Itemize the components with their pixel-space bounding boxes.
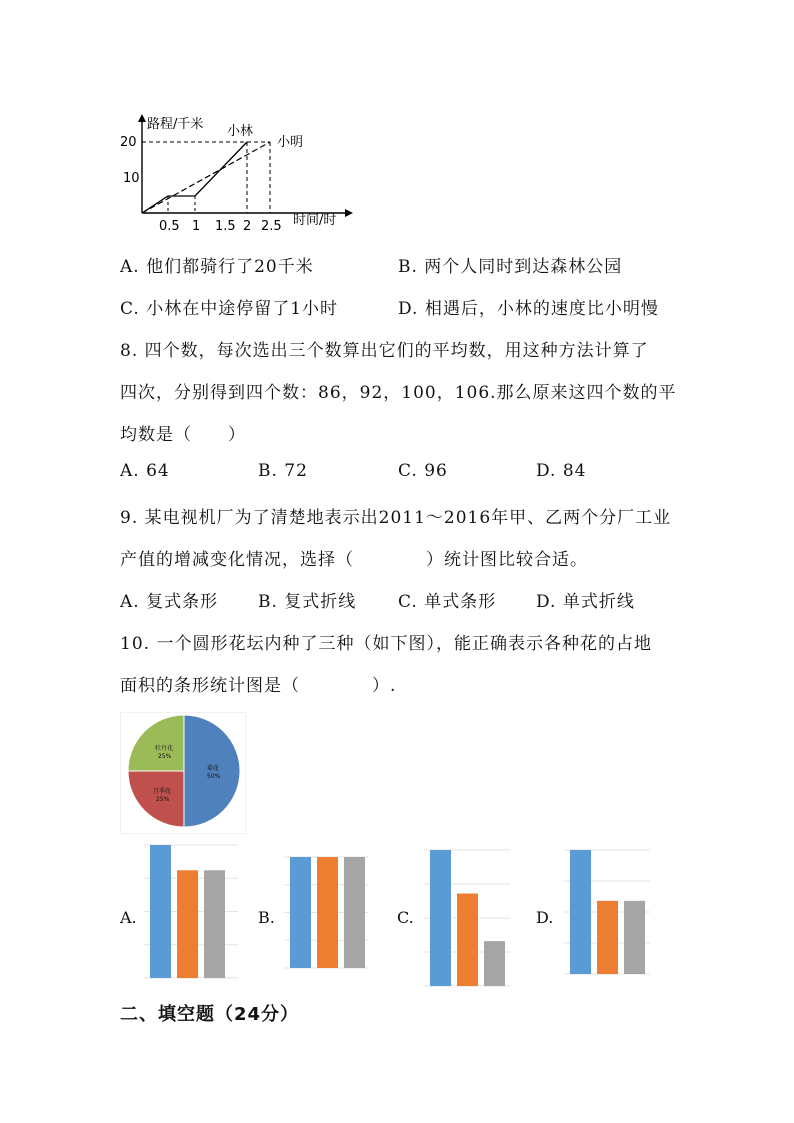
bar-option-b-bar-1 bbox=[290, 857, 311, 968]
q7-option-d: D. 相遇后，小林的速度比小明慢 bbox=[398, 299, 659, 319]
series-label-xiaolin: 小林 bbox=[227, 124, 254, 139]
flower-pie-chart bbox=[120, 712, 246, 834]
bar-option-a-bar-3 bbox=[204, 870, 225, 978]
bar-option-c-label: C. bbox=[397, 908, 414, 927]
bar-option-a-bar-1 bbox=[150, 845, 171, 978]
q7-option-a: A. 他们都骑行了20千米 bbox=[120, 257, 314, 277]
q8-text-line1: 8. 四个数，每次选出三个数算出它们的平均数，用这种方法计算了 bbox=[120, 341, 649, 361]
q10-text-line2: 面积的条形统计图是（ ）. bbox=[120, 676, 397, 696]
q9-option-c: C. 单式条形 bbox=[398, 592, 497, 612]
xtick-2: 2 bbox=[243, 219, 252, 233]
q9-option-b: B. 复式折线 bbox=[258, 592, 357, 612]
q9-text-line2: 产值的增减变化情况，选择（ ）统计图比较合适。 bbox=[120, 550, 588, 570]
bar-chart-option-b bbox=[280, 855, 370, 970]
graph-xlabel: 时间/时 bbox=[293, 213, 337, 228]
bar-chart-option-d bbox=[560, 848, 652, 976]
bar-option-b-label: B. bbox=[258, 908, 275, 927]
bar-option-d-bar-3 bbox=[624, 901, 645, 974]
q9-text-line1: 9. 某电视机厂为了清楚地表示出2011～2016年甲、乙两个分厂工业 bbox=[120, 508, 672, 528]
xtick-1: 1 bbox=[192, 219, 201, 233]
bar-option-c-bar-1 bbox=[430, 850, 451, 986]
xtick-0.5: 0.5 bbox=[159, 219, 180, 233]
q8-option-b: B. 72 bbox=[258, 461, 308, 481]
bar-option-a-bar-2 bbox=[177, 870, 198, 978]
series-label-xiaoming: 小明 bbox=[277, 135, 304, 150]
q9-option-d: D. 单式折线 bbox=[536, 592, 635, 612]
ytick-20: 20 bbox=[120, 135, 137, 150]
q8-text-line3: 均数是（ ） bbox=[120, 425, 246, 445]
xtick-2.5: 2.5 bbox=[261, 219, 282, 233]
q7-option-c: C. 小林在中途停留了1小时 bbox=[120, 299, 339, 319]
pie-label-chrysanthemum: 菊花 bbox=[207, 765, 220, 772]
q10-text-line1: 10. 一个圆形花坛内种了三种（如下图），能正确表示各种花的占地 bbox=[120, 634, 652, 654]
q8-option-a: A. 64 bbox=[120, 461, 170, 481]
q7-option-b: B. 两个人同时到达森林公园 bbox=[398, 257, 623, 277]
bar-chart-option-a bbox=[140, 843, 240, 980]
pie-pct-chrysanthemum: 50% bbox=[207, 773, 221, 780]
bar-option-d-bar-2 bbox=[597, 901, 618, 974]
bar-option-c-bar-2 bbox=[457, 894, 478, 986]
section-heading: 二、填空题（24分） bbox=[120, 1004, 300, 1025]
pie-label-rose: 月季花 bbox=[153, 788, 172, 795]
bar-chart-option-c bbox=[420, 848, 512, 988]
bar-option-b-bar-2 bbox=[317, 857, 338, 968]
series-xiaoming-line bbox=[142, 142, 270, 213]
bar-option-b-bar-3 bbox=[344, 857, 365, 968]
ytick-10: 10 bbox=[123, 171, 140, 186]
q9-option-a: A. 复式条形 bbox=[120, 592, 219, 612]
bar-option-d-bar-1 bbox=[570, 850, 591, 974]
pie-pct-peony: 25% bbox=[158, 753, 172, 760]
q8-option-d: D. 84 bbox=[536, 461, 587, 481]
graph-ylabel: 路程/千米 bbox=[147, 117, 204, 132]
bar-option-a-label: A. bbox=[120, 908, 137, 927]
bar-option-c-bar-3 bbox=[484, 941, 505, 986]
q8-option-c: C. 96 bbox=[398, 461, 448, 481]
q8-text-line2: 四次，分别得到四个数：86，92，100，106.那么原来这四个数的平 bbox=[120, 383, 677, 403]
pie-label-peony: 牡丹花 bbox=[155, 745, 174, 752]
pie-pct-rose: 25% bbox=[156, 796, 170, 803]
xtick-1.5: 1.5 bbox=[215, 219, 236, 233]
bar-option-d-label: D. bbox=[536, 908, 554, 927]
distance-time-graph bbox=[115, 108, 355, 233]
